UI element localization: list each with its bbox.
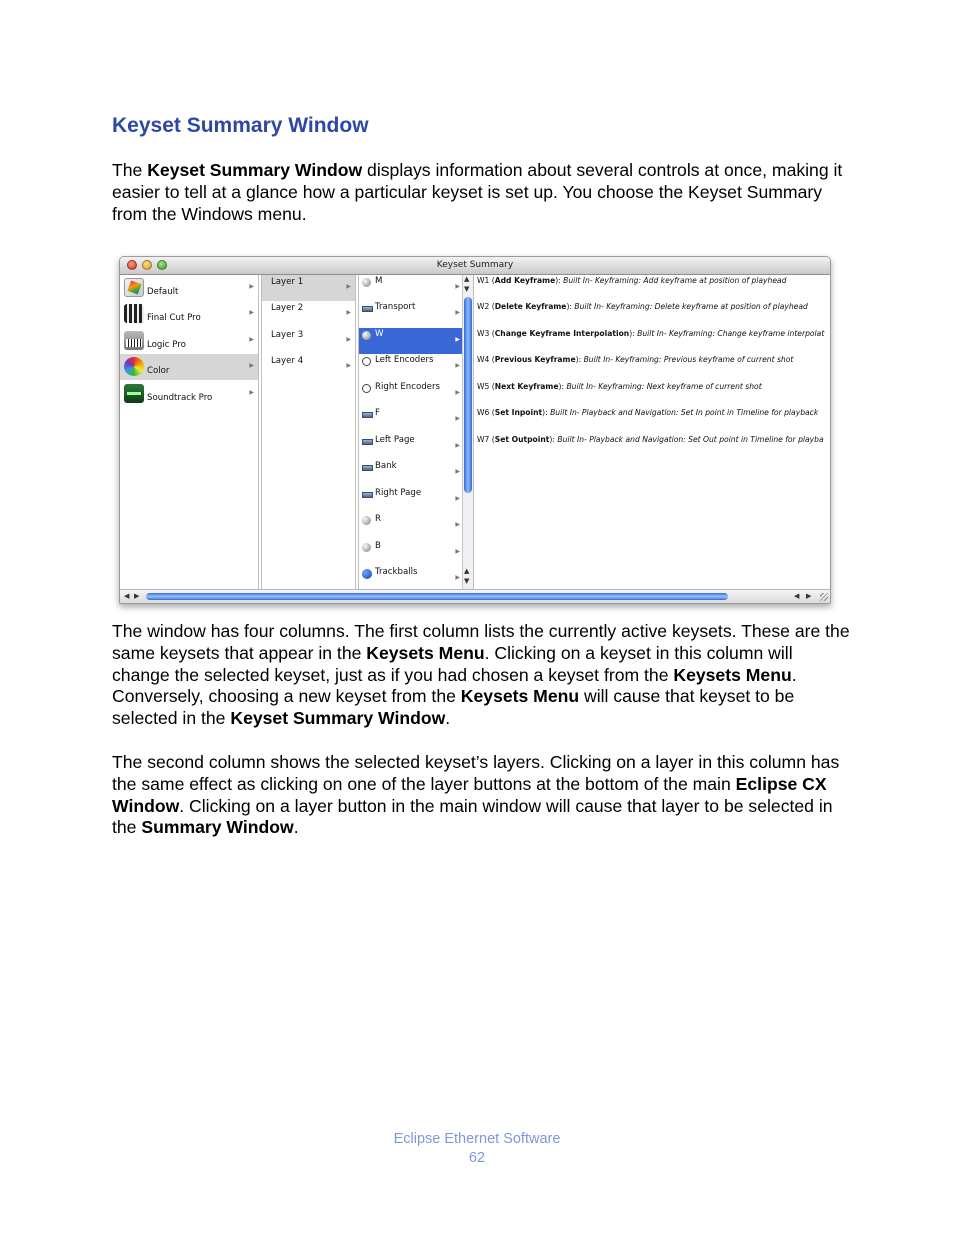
layer-item[interactable] xyxy=(262,275,355,301)
button-icon xyxy=(362,492,373,498)
assignment-desc: Built In- Keyframing: Add keyframe at position of playhead xyxy=(563,276,787,285)
resize-grip-icon[interactable] xyxy=(820,593,828,601)
bold-term: Keysets Menu xyxy=(366,642,485,663)
assignment-row[interactable] xyxy=(474,381,831,407)
assignment-name: Set Outpoint xyxy=(494,435,550,444)
scroll-up-icon[interactable]: ▲ xyxy=(464,567,470,575)
assignment-desc: Built In- Playback and Navigation: Set In point in Timeline for playback xyxy=(550,408,819,417)
text-run: . xyxy=(293,817,299,838)
chevron-right-icon: ▶ xyxy=(455,362,460,369)
assignment-key: W6 xyxy=(477,408,490,417)
text-run: will cause that keyset to be selected in the xyxy=(112,686,795,729)
assignment-text: W7 (Set Outpoint): Built In- Playback and Navigation: Set Out point in Timeline for playba xyxy=(477,435,824,444)
scroll-down-icon[interactable]: ▼ xyxy=(464,285,470,293)
keyset-item-logic-pro[interactable] xyxy=(120,328,258,354)
intro-paragraph xyxy=(112,160,852,225)
assignment-name: Add Keyframe xyxy=(494,276,556,285)
control-item[interactable] xyxy=(359,460,464,486)
keyset-summary-window xyxy=(119,256,831,604)
keyset-label: Default xyxy=(147,287,179,297)
control-item[interactable] xyxy=(359,301,464,327)
control-item[interactable] xyxy=(359,513,464,539)
assignment-row[interactable] xyxy=(474,301,831,327)
layer-label: Layer 1 xyxy=(271,277,304,287)
chevron-right-icon: ▶ xyxy=(249,336,254,343)
button-icon xyxy=(362,306,373,312)
assignment-text: W2 (Delete Keyframe): Built In- Keyframing: Delete keyframe at position of playhead xyxy=(477,302,808,311)
knob-icon xyxy=(362,543,371,552)
assignment-desc: Built In- Keyframing: Previous keyframe of current shot xyxy=(583,355,794,364)
button-icon xyxy=(362,465,373,471)
text-run: The xyxy=(112,160,148,180)
controls-scrollbar[interactable] xyxy=(462,275,473,589)
chevron-right-icon: ▶ xyxy=(455,283,460,290)
keyset-item-default[interactable] xyxy=(120,275,258,301)
assignment-desc: Built In- Keyframing: Next keyframe of current shot xyxy=(566,382,762,391)
assignment-row[interactable] xyxy=(474,328,831,354)
layers-column xyxy=(261,275,356,589)
chevron-right-icon: ▶ xyxy=(346,336,351,343)
chevron-right-icon: ▶ xyxy=(455,468,460,475)
assignment-key: W4 xyxy=(477,355,490,364)
final-cut-pro-icon xyxy=(124,304,144,323)
layer-label: Layer 4 xyxy=(271,356,304,366)
chevron-right-icon: ▶ xyxy=(346,283,351,290)
control-item[interactable] xyxy=(359,381,464,407)
control-item[interactable] xyxy=(359,354,464,380)
scroll-left-icon[interactable]: ◀ xyxy=(124,592,130,600)
control-item[interactable] xyxy=(359,434,464,460)
control-item[interactable] xyxy=(359,328,464,354)
window-title: Keyset Summary xyxy=(436,260,514,270)
chevron-right-icon: ▶ xyxy=(455,574,460,581)
horizontal-scrollbar[interactable] xyxy=(120,589,830,604)
text-run: The second column shows the selected keyset’s layers. Clicking on a layer in this column has the same effect as clicking on one of the layer buttons at the bottom of the main xyxy=(112,752,840,794)
assignment-text: W5 (Next Keyframe): Built In- Keyframing: Next keyframe of current shot xyxy=(477,382,762,391)
keyset-label: Color xyxy=(147,366,170,376)
assignment-key: W2 xyxy=(477,302,490,311)
keyset-item-final-cut-pro[interactable] xyxy=(120,301,258,327)
layer-label: Layer 3 xyxy=(271,330,304,340)
encoder-ring-icon xyxy=(362,384,371,393)
chevron-right-icon: ▶ xyxy=(455,336,460,343)
assignment-name: Set Inpoint xyxy=(494,408,543,417)
assignment-desc: Built In- Playback and Navigation: Set Out point in Timeline for playba xyxy=(557,435,824,444)
bold-term: Keysets Menu xyxy=(460,686,580,707)
keyset-label: Logic Pro xyxy=(147,340,186,350)
assignment-name: Next Keyframe xyxy=(494,382,559,391)
control-label: Right Encoders xyxy=(375,382,440,392)
text-run: displays information about several controls at once, making it easier to tell at a glance how a particular keyset is set up. You choose the Keyset Summary from the Windows menu. xyxy=(112,160,843,224)
control-label: Left Encoders xyxy=(375,355,434,365)
assignment-text: W1 (Add Keyframe): Built In- Keyframing: Add keyframe at position of playhead xyxy=(477,276,787,285)
keyset-item-color[interactable] xyxy=(120,354,258,380)
assignment-key: W1 xyxy=(477,276,490,285)
assignment-row[interactable] xyxy=(474,275,831,301)
chevron-right-icon: ▶ xyxy=(249,389,254,396)
assignment-text: W3 (Change Keyframe Interpolation): Built In- Keyframing: Change keyframe interpolat xyxy=(477,329,825,338)
assignment-text: W4 (Previous Keyframe): Built In- Keyframing: Previous keyframe of current shot xyxy=(477,355,794,364)
control-label: Right Page xyxy=(375,488,422,498)
chevron-right-icon: ▶ xyxy=(249,362,254,369)
chevron-right-icon: ▶ xyxy=(455,548,460,555)
text-run: . xyxy=(445,708,451,729)
default-keyset-icon xyxy=(124,278,144,297)
chevron-right-icon: ▶ xyxy=(455,309,460,316)
scroll-down-icon[interactable]: ▼ xyxy=(464,577,470,585)
bold-term: Summary Window xyxy=(141,817,294,838)
control-label: M xyxy=(375,276,383,286)
assignment-text: W6 (Set Inpoint): Built In- Playback and Navigation: Set In point in Timeline for playback xyxy=(477,408,819,417)
assignment-name: Change Keyframe Interpolation xyxy=(494,329,630,338)
scrollbar-thumb[interactable] xyxy=(464,297,472,493)
scroll-left-icon[interactable]: ◀ xyxy=(794,592,800,600)
columns-paragraph xyxy=(112,621,852,730)
footer-title: Eclipse Ethernet Software xyxy=(393,1131,561,1147)
assignment-key: W5 xyxy=(477,382,490,391)
knob-icon xyxy=(362,331,371,340)
assignment-row[interactable] xyxy=(474,434,831,460)
keyset-item-soundtrack-pro[interactable] xyxy=(120,381,258,407)
keyset-label: Final Cut Pro xyxy=(147,313,201,323)
soundtrack-pro-icon xyxy=(124,384,144,403)
layer-item[interactable] xyxy=(262,301,355,327)
control-item[interactable] xyxy=(359,407,464,433)
assignment-name: Delete Keyframe xyxy=(494,302,567,311)
button-icon xyxy=(362,439,373,445)
chevron-right-icon: ▶ xyxy=(455,389,460,396)
layer-item[interactable] xyxy=(262,328,355,354)
text-run: . Conversely, choosing a new keyset from the xyxy=(112,664,797,707)
scroll-right-icon[interactable]: ▶ xyxy=(134,592,140,600)
assignment-key: W3 xyxy=(477,329,490,338)
scroll-right-icon[interactable]: ▶ xyxy=(806,592,812,600)
keysets-column xyxy=(120,275,259,589)
scroll-up-icon[interactable]: ▲ xyxy=(464,275,470,283)
encoder-ring-icon xyxy=(362,357,371,366)
knob-icon xyxy=(362,516,371,525)
control-label: B xyxy=(375,541,381,551)
control-label: W xyxy=(375,329,384,339)
layers-paragraph xyxy=(112,752,852,839)
assignment-row[interactable] xyxy=(474,354,831,380)
keyset-label: Soundtrack Pro xyxy=(147,393,213,403)
control-item[interactable] xyxy=(359,487,464,513)
layer-item[interactable] xyxy=(262,354,355,380)
control-label: R xyxy=(375,514,381,524)
color-wheel-icon xyxy=(124,357,144,376)
chevron-right-icon: ▶ xyxy=(455,495,460,502)
chevron-right-icon: ▶ xyxy=(455,415,460,422)
controls-column xyxy=(358,275,464,589)
logic-pro-icon xyxy=(124,331,144,350)
control-item[interactable] xyxy=(359,540,464,566)
control-item[interactable] xyxy=(359,566,464,589)
assignment-name: Previous Keyframe xyxy=(494,355,576,364)
text-run: . Clicking on a keyset in this column will change the selected keyset, just as if you had chosen a keyset from the xyxy=(112,642,793,685)
button-icon xyxy=(362,412,373,418)
control-label: F xyxy=(375,408,380,418)
knob-icon xyxy=(362,278,371,287)
bold-term: Keyset Summary Window xyxy=(147,160,363,180)
chevron-right-icon: ▶ xyxy=(455,442,460,449)
chevron-right-icon: ▶ xyxy=(346,309,351,316)
chevron-right-icon: ▶ xyxy=(249,283,254,290)
control-label: Trackballs xyxy=(375,567,418,577)
window-titlebar[interactable] xyxy=(120,257,830,275)
chevron-right-icon: ▶ xyxy=(249,309,254,316)
trackball-icon xyxy=(362,569,372,579)
assignment-desc: Built In- Keyframing: Delete keyframe at position of playhead xyxy=(574,302,808,311)
assignment-desc: Built In- Keyframing: Change keyframe interpolat xyxy=(637,329,825,338)
control-item[interactable] xyxy=(359,275,464,301)
layer-label: Layer 2 xyxy=(271,303,304,313)
bold-term: Keyset Summary Window xyxy=(230,708,446,729)
text-run: The window has four columns. The first column lists the currently active keysets. These are the same keysets that appear in the xyxy=(112,621,850,663)
control-label: Transport xyxy=(375,302,416,312)
bold-term: Keysets Menu xyxy=(673,664,792,685)
page-number: 62 xyxy=(468,1150,486,1166)
assignments-column xyxy=(473,275,831,589)
bold-term: Eclipse CX Window xyxy=(112,773,827,816)
chevron-right-icon: ▶ xyxy=(455,521,460,528)
control-label: Bank xyxy=(375,461,397,471)
section-heading: Keyset Summary Window xyxy=(112,114,369,137)
chevron-right-icon: ▶ xyxy=(346,362,351,369)
text-run: . Clicking on a layer button in the main window will cause that layer to be selected in the xyxy=(112,795,833,838)
assignment-row[interactable] xyxy=(474,407,831,433)
assignment-key: W7 xyxy=(477,435,490,444)
control-label: Left Page xyxy=(375,435,415,445)
scrollbar-thumb[interactable] xyxy=(146,593,728,600)
